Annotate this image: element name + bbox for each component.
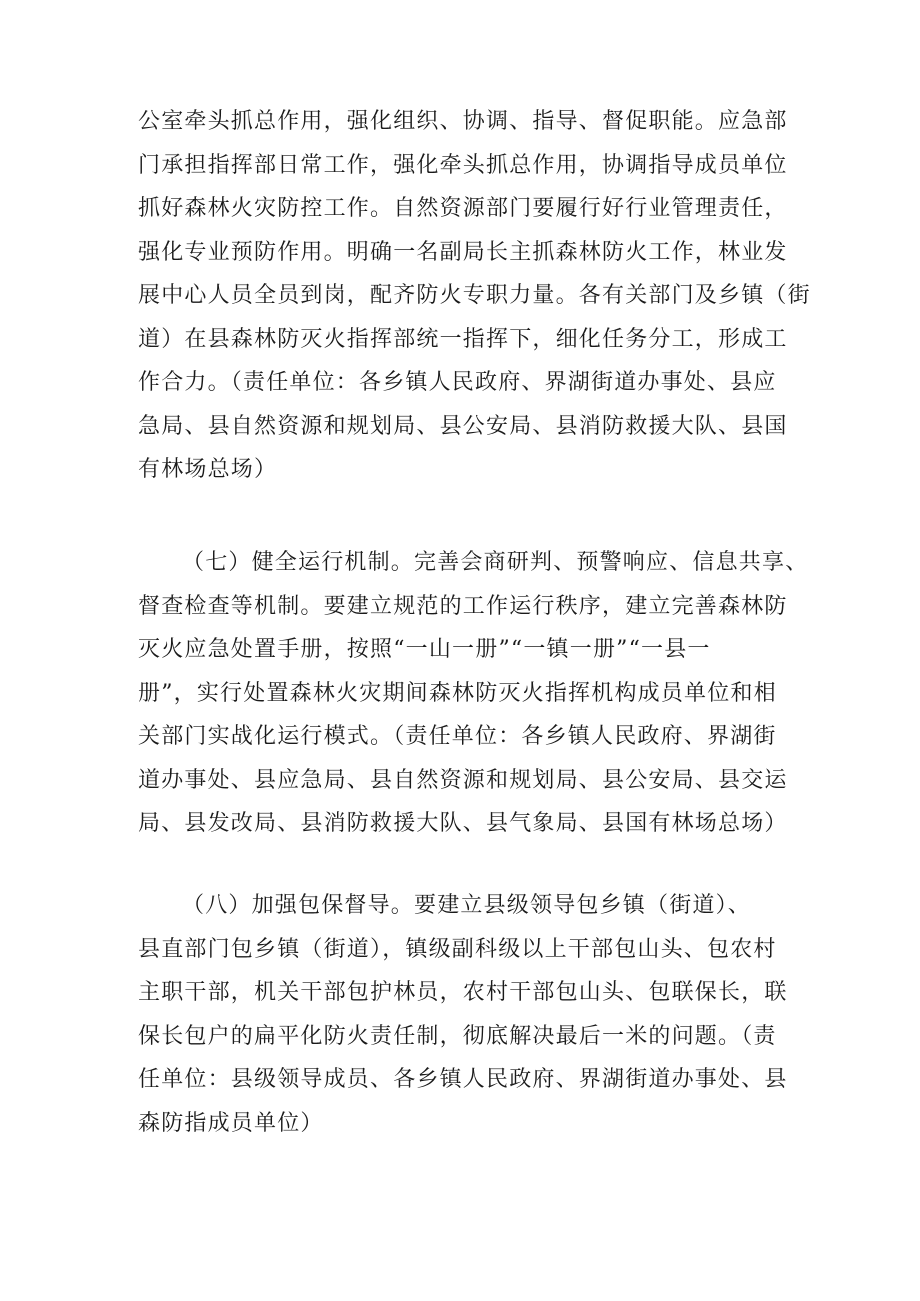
text-line: 抓好森林火灾防控工作。自然资源部门要履行好行业管理责任， [138,196,788,221]
text-line: 道办事处、县应急局、县自然资源和规划局、县公安局、县交运 [138,767,788,793]
text-line: 道）在县森林防灭火指挥部统一指挥下，细化任务分工，形成工 [138,326,788,352]
text-line: 局、县发改局、县消防救援大队、县气象局、县国有林场总场） [138,811,788,836]
text-line: 公室牵头抓总作用，强化组织、协调、指导、督促职能。应急部 [138,109,788,134]
paragraph-section-8 [138,884,790,1145]
text-line: 保长包户的扁平化防火责任制，彻底解决最后一米的问题。（责 [138,1023,777,1049]
text-line: 强化专业预防作用。明确一名副局长主抓森林防火工作，林业发 [138,239,788,265]
text-line: 作合力。（责任单位：各乡镇人民政府、界湖街道办事处、县应 [138,370,777,395]
text-line: 门承担指挥部日常工作，强化牵头抓总作用，协调指导成员单位 [138,152,788,178]
paragraph-continuation [138,100,811,492]
text-line: 县直部门包乡镇（街道），镇级副科级以上干部包山头、包农村 [138,936,777,962]
text-line: 关部门实战化运行模式。（责任单位：各乡镇人民政府、界湖街 [138,724,777,749]
text-line: 急局、县自然资源和规划局、县公安局、县消防救援大队、县国 [138,413,788,439]
text-line-heading: （七）健全运行机制。完善会商研判、预警响应、信息共享、 [182,550,809,575]
text-line: 灭火应急处置手册，按照“一山一册”“一镇一册”“一县一 [138,637,711,662]
text-line: 有林场总场） [138,457,278,482]
text-line: 册”，实行处置森林火灾期间森林防灭火指挥机构成员单位和相 [138,680,777,706]
text-line: 任单位：县级领导成员、各乡镇人民政府、界湖街道办事处、县 [138,1067,788,1092]
text-line: 主职干部，机关干部包护林员，农村干部包山头、包联保长，联 [138,980,788,1005]
text-line: 督查检查等机制。要建立规范的工作运行秩序，建立完善森林防 [138,593,788,619]
text-line-heading: （八）加强包保督导。要建立县级领导包乡镇（街道）、 [182,893,752,918]
text-line: 展中心人员全员到岗，配齐防火专职力量。各有关部门及乡镇（街 [138,283,811,308]
paragraph-section-7 [138,541,809,846]
text-line: 森防指成员单位） [138,1110,324,1136]
